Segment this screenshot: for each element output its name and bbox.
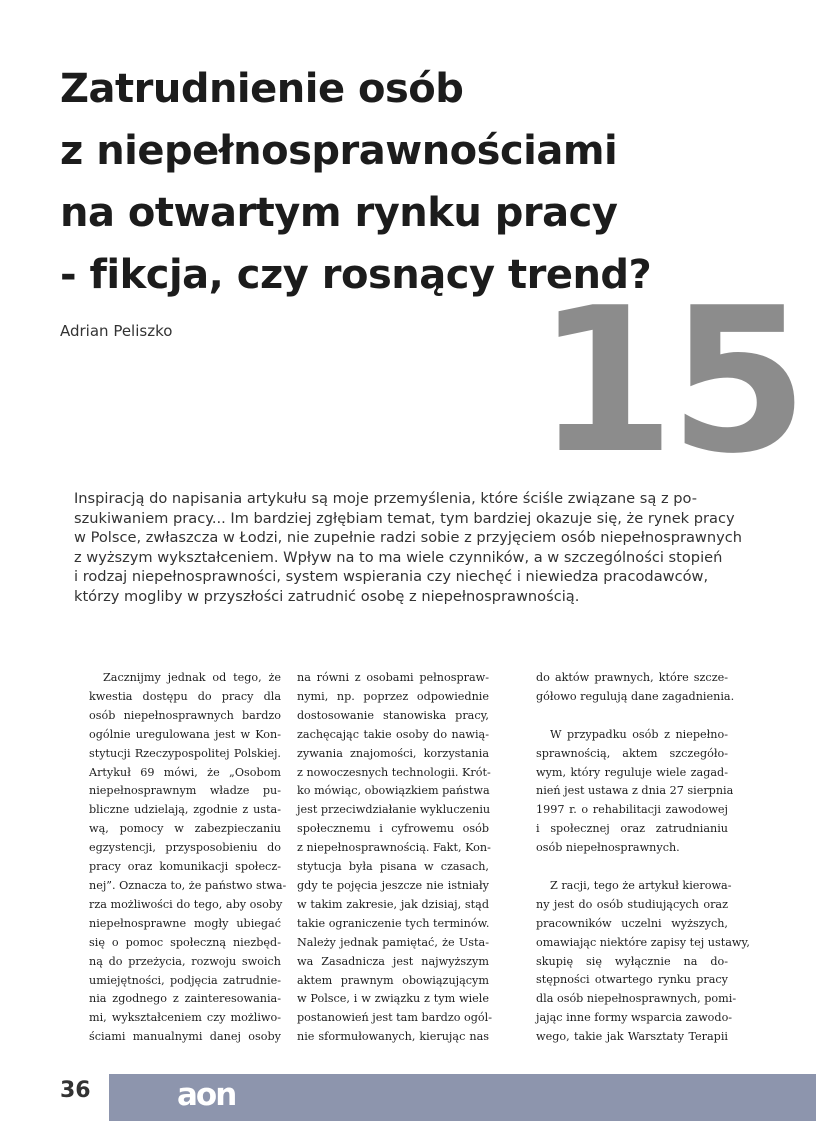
body-line: aktem prawnym obowiązującym (297, 973, 489, 987)
body-line: stępności otwartego rynku pracy (536, 973, 728, 987)
body-line: dla osób niepełnosprawnych, pomi- (536, 992, 737, 1006)
body-column-3 (536, 669, 750, 1047)
body-line: sprawnością, aktem szczegóło- (536, 746, 728, 760)
body-line: osób niepełnosprawnych. (536, 841, 680, 855)
body-paragraph (536, 726, 734, 858)
aon-logo: aon (177, 1077, 236, 1113)
body-line: postanowień jest tam bardzo ogól- (297, 1011, 493, 1025)
body-line: osób niepełnosprawnych bardzo (89, 708, 281, 722)
body-line: pracowników uczelni wyższych, (536, 916, 728, 930)
body-paragraph (297, 669, 493, 1047)
body-line: niepełnosprawnym władze pu- (89, 784, 281, 798)
lead-line: szukiwaniem pracy... Im bardziej zgłębiam temat, tym bardziej okazuje się, że rynek pracy (74, 509, 735, 527)
body-line: nie sformułowanych, kierując nas (297, 1030, 489, 1044)
lead-line: w Polsce, zwłaszcza w Łodzi, nie zupełnie radzi sobie z przyjęciem osób niepełnosprawnych (74, 529, 742, 547)
article-number: 15 (536, 265, 803, 498)
body-paragraph (89, 669, 287, 1047)
title-line-3: na otwartym rynku pracy (60, 190, 618, 236)
body-column-1 (89, 669, 287, 1047)
body-paragraph (536, 877, 750, 1047)
body-line: nień jest ustawa z dnia 27 sierpnia (536, 784, 734, 798)
body-line: w Polsce, i w związku z tym wiele (297, 992, 489, 1006)
body-line: omawiając niektóre zapisy tej ustawy, (536, 935, 750, 949)
body-line: Zacznijmy jednak od tego, że (103, 671, 281, 684)
body-line: jając inne formy wsparcia zawodo- (536, 1011, 733, 1025)
body-line: wego, takie jak Warsztaty Terapii (536, 1030, 728, 1044)
body-line: Z racji, tego że artykuł kierowa- (550, 878, 732, 892)
body-line: w takim zakresie, jak dzisiaj, stąd (297, 897, 489, 911)
body-line: nymi, np. poprzez odpowiednie (297, 689, 489, 703)
body-line: skupię się wyłącznie na do- (536, 954, 728, 968)
body-line: stytucja była pisana w czasach, (297, 860, 489, 874)
body-line: takie ograniczenie tych terminów. (297, 916, 490, 930)
body-line: dostosowanie stanowiska pracy, (297, 708, 489, 722)
body-line: społecznemu i cyfrowemu osób (297, 822, 489, 836)
lead-line: z wyższym wykształceniem. Wpływ na to ma wiele czynników, a w szczególności stopień (74, 548, 723, 566)
body-line: ko mówiąc, obowiązkiem państwa (297, 784, 490, 798)
body-line: niepełnosprawne mogły ubiegać (89, 916, 281, 930)
body-line: pracy oraz komunikacji społecz- (89, 860, 281, 874)
page-number: 36 (60, 1078, 91, 1103)
lead-line: i rodzaj niepełnosprawności, system wspierania czy niechęć i niewiedza pracodawców, (74, 568, 709, 586)
body-line: nej”. Oznacza to, że państwo stwa- (89, 878, 287, 892)
body-line: gdy te pojęcia jeszcze nie istniały (297, 878, 489, 892)
body-line: Należy jednak pamiętać, że Usta- (297, 935, 489, 949)
body-line: się o pomoc społeczną niezbęd- (89, 935, 281, 949)
body-line: nia zgodnego z zainteresowania- (89, 992, 281, 1006)
body-paragraph (536, 669, 735, 707)
body-line: ogólnie uregulowana jest w Kon- (89, 727, 281, 741)
title-line-1: Zatrudnienie osób (60, 66, 464, 112)
body-line: wa Zasadnicza jest najwyższym (297, 954, 489, 968)
body-line: ściami manualnymi danej osoby (89, 1030, 281, 1044)
lead-paragraph (60, 489, 757, 607)
body-line: z niepełnosprawnością. Fakt, Kon- (297, 841, 491, 855)
body-line: gółowo regulują dane zagadnienia. (536, 689, 735, 703)
body-line: jest przeciwdziałanie wykluczeniu (297, 803, 491, 817)
author-name: Adrian Peliszko (60, 322, 173, 340)
title-line-2: z niepełnosprawnościami (60, 128, 618, 174)
body-column-2 (297, 669, 493, 1047)
lead-line: którzy mogliby w przyszłości zatrudnić osobę z niepełnosprawnością. (74, 587, 580, 605)
body-line: W przypadku osób z niepełno- (550, 727, 728, 741)
body-line: 1997 r. o rehabilitacji zawodowej (536, 803, 728, 817)
body-line: mi, wykształceniem czy możliwo- (89, 1011, 281, 1025)
body-line: egzystencji, przysposobieniu do (89, 841, 281, 855)
body-line: i społecznej oraz zatrudnianiu (536, 822, 728, 836)
body-line: do aktów prawnych, które szcze- (536, 671, 728, 684)
body-line: rza możliwości do tego, aby osoby (89, 897, 283, 911)
body-line: Artykuł 69 mówi, że „Osobom (89, 765, 281, 779)
title-line-4: - fikcja, czy rosnący trend? (60, 252, 652, 298)
body-line: bliczne udzielają, zgodnie z usta- (89, 803, 281, 817)
body-line: wym, który reguluje wiele zagad- (536, 765, 728, 779)
body-line: z nowoczesnych technologii. Krót- (297, 765, 491, 779)
body-line: ny jest do osób studiujących oraz (536, 897, 728, 911)
body-line: zywania znajomości, korzystania (297, 746, 489, 760)
body-line: na równi z osobami pełnospraw- (297, 671, 489, 684)
lead-line: Inspiracją do napisania artykułu są moje przemyślenia, które ściśle związane są z po- (74, 490, 697, 507)
body-line: kwestia dostępu do pracy dla (89, 689, 281, 703)
body-line: stytucji Rzeczypospolitej Polskiej. (89, 746, 281, 760)
article-title (60, 58, 780, 306)
body-line: umiejętności, podjęcia zatrudnie- (89, 973, 281, 987)
body-line: zachęcając takie osoby do nawią- (297, 727, 489, 741)
body-line: wą, pomocy w zabezpieczaniu (89, 822, 281, 836)
body-line: ną do przeżycia, rozwoju swoich (89, 954, 281, 968)
